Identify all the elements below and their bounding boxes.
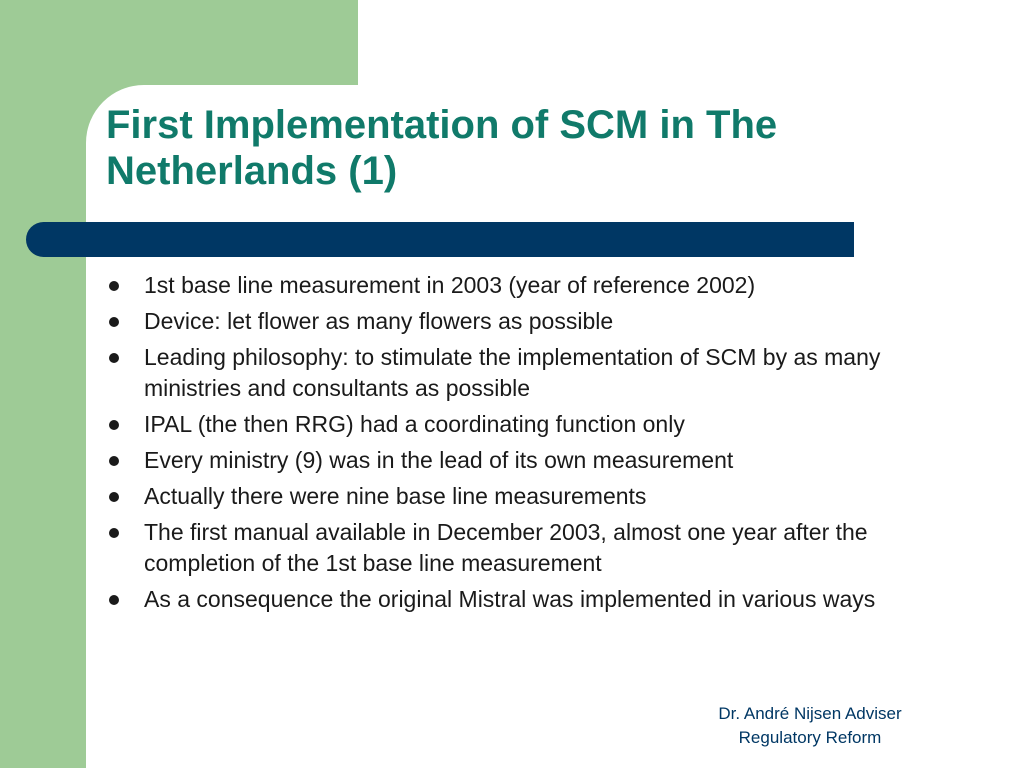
footer-department: Regulatory Reform: [738, 728, 882, 747]
bullet-text: 1st base line measurement in 2003 (year of reference 2002): [144, 272, 756, 298]
bullet-text: The first manual available in December 2003, almost one year after the completion of the 1st base line measurement: [144, 519, 868, 576]
bullet-text: As a consequence the original Mistral was implemented in various ways: [144, 586, 876, 612]
bullet-dot-icon: [109, 353, 119, 363]
bullet-item: [106, 517, 956, 579]
bullet-text: Leading philosophy: to stimulate the implementation of SCM by as many ministries and consultants as possible: [144, 344, 881, 401]
bullet-item: [106, 270, 956, 301]
bullet-item: [106, 342, 956, 404]
bullet-text: Device: let flower as many flowers as possible: [144, 308, 614, 334]
bullet-item: [106, 445, 956, 476]
bullet-text: Every ministry (9) was in the lead of its own measurement: [144, 447, 734, 473]
bullet-dot-icon: [109, 420, 119, 430]
bullet-dot-icon: [109, 528, 119, 538]
bullet-item: [106, 306, 956, 337]
slide-title: First Implementation of SCM in The Netherlands (1): [106, 103, 778, 193]
bullet-text: IPAL (the then RRG) had a coordinating function only: [144, 411, 685, 437]
bullet-dot-icon: [109, 281, 119, 291]
bullet-item: [106, 481, 956, 512]
bullet-text: Actually there were nine base line measurements: [144, 483, 647, 509]
bullet-list: [106, 270, 956, 620]
footer-author: Dr. André Nijsen Adviser: [718, 704, 902, 723]
title-divider-bar: [26, 222, 854, 257]
bullet-dot-icon: [109, 317, 119, 327]
bullet-dot-icon: [109, 492, 119, 502]
bullet-item: [106, 409, 956, 440]
bullet-item: [106, 584, 956, 615]
bullet-dot-icon: [109, 595, 119, 605]
bullet-dot-icon: [109, 456, 119, 466]
slide-footer: [690, 702, 930, 750]
